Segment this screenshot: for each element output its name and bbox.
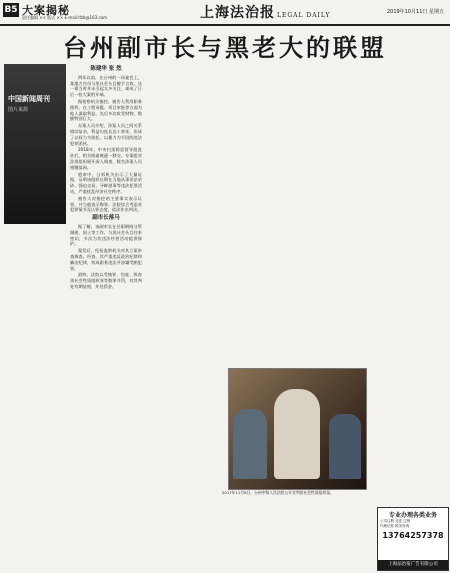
article-paragraph: 据了解，该副市长在任职期间分管城建、国土等工作，与黑社会头目往来密切，多次为其违法经营活动提供保护。: [70, 223, 142, 247]
byline: 陈建华 张 然: [90, 66, 122, 72]
ad-line: 代理记账 税务咨询: [380, 524, 410, 528]
article-paragraph: 被告人对指控的主要事实表示认罪，并当庭表示悔罪。法院综合考虑其犯罪情节及认罪态度，依法作出判决。: [70, 195, 142, 213]
bailiff-figure: [329, 414, 361, 479]
photo-caption: 2017年11月8日，台州中级人民法院公开宣判黑社会性质组织案。: [222, 490, 334, 495]
issue-date: 2019年10月11日 星期五: [386, 9, 444, 15]
article-paragraph: 据检察机关指控，被告人利用职务便利，在工程承揽、项目审批等方面为他人谋取利益，先后多次收受财物，数额特别巨大。: [70, 98, 142, 122]
section-title: 大案揭秘: [22, 4, 70, 17]
article-paragraph: 庭审中，公诉机关出示了大量证据，证明该组织长期在当地从事非法采砂、强迫交易、寻衅滋事等违法犯罪活动，严重扰乱经济社会秩序。: [70, 171, 142, 194]
subheading: 副市长落马: [92, 215, 120, 222]
page-header: [0, 0, 450, 26]
ad-title: 专业办理各类业务: [388, 512, 437, 519]
image-sub: 图片来源: [8, 107, 29, 113]
ad-line: 公司注册 变更 注销: [380, 519, 411, 523]
court-photo: [228, 368, 367, 490]
masthead-sub: LEGAL DAILY: [277, 12, 331, 19]
magazine-image: [4, 64, 66, 224]
left-column: [4, 64, 66, 567]
masthead-title: 上海法治报: [200, 5, 275, 21]
ad-footer: 上海法治报广告有限公司: [378, 560, 448, 570]
article-paragraph: 2018年，中央扫黑除恶督导组进驻后，相关线索被逐一移交。专案组对涉黑组织展开深入调查，数名涉案人员相继落网。: [70, 147, 142, 170]
page-number: B5: [4, 5, 18, 15]
image-title: 中国新闻周刊: [8, 95, 50, 103]
article-paragraph: 案发后，纪检监察机关对其立案审查调查。经查，其严重违反政治纪律和廉洁纪律，构成职务违法并涉嫌受贿犯罪。: [70, 248, 142, 271]
article-paragraph: 两年以前，在台州的一场宴会上，某地方官员与黑社会头目握手言欢。这一幕当时并未引起太多关注，却成了日后一桩大案的开端。: [70, 74, 142, 98]
ad-phone: 13764257378: [382, 531, 444, 540]
article-paragraph: 最终，法院以受贿罪、包庇、纵容黑社会性质组织罪等数罪并罚，对其判处有期徒刑，并处罚金。: [70, 272, 142, 289]
advertisement: [377, 507, 449, 571]
article-paragraph: 办案人员介绍，涉案人员之间关系错综复杂，利益勾连长达十余年，形成了以权力为依托、以暴力为手段的违法犯罪团伙。: [70, 123, 142, 146]
defendant-figure: [274, 389, 320, 479]
editor-meta: 责任编辑 ×× 版式 ×× E-mail:lfzb@163.com: [22, 15, 107, 20]
masthead: [200, 2, 330, 22]
bailiff-figure: [233, 409, 267, 479]
headline: 台州副市长与黑老大的联盟: [63, 33, 387, 62]
